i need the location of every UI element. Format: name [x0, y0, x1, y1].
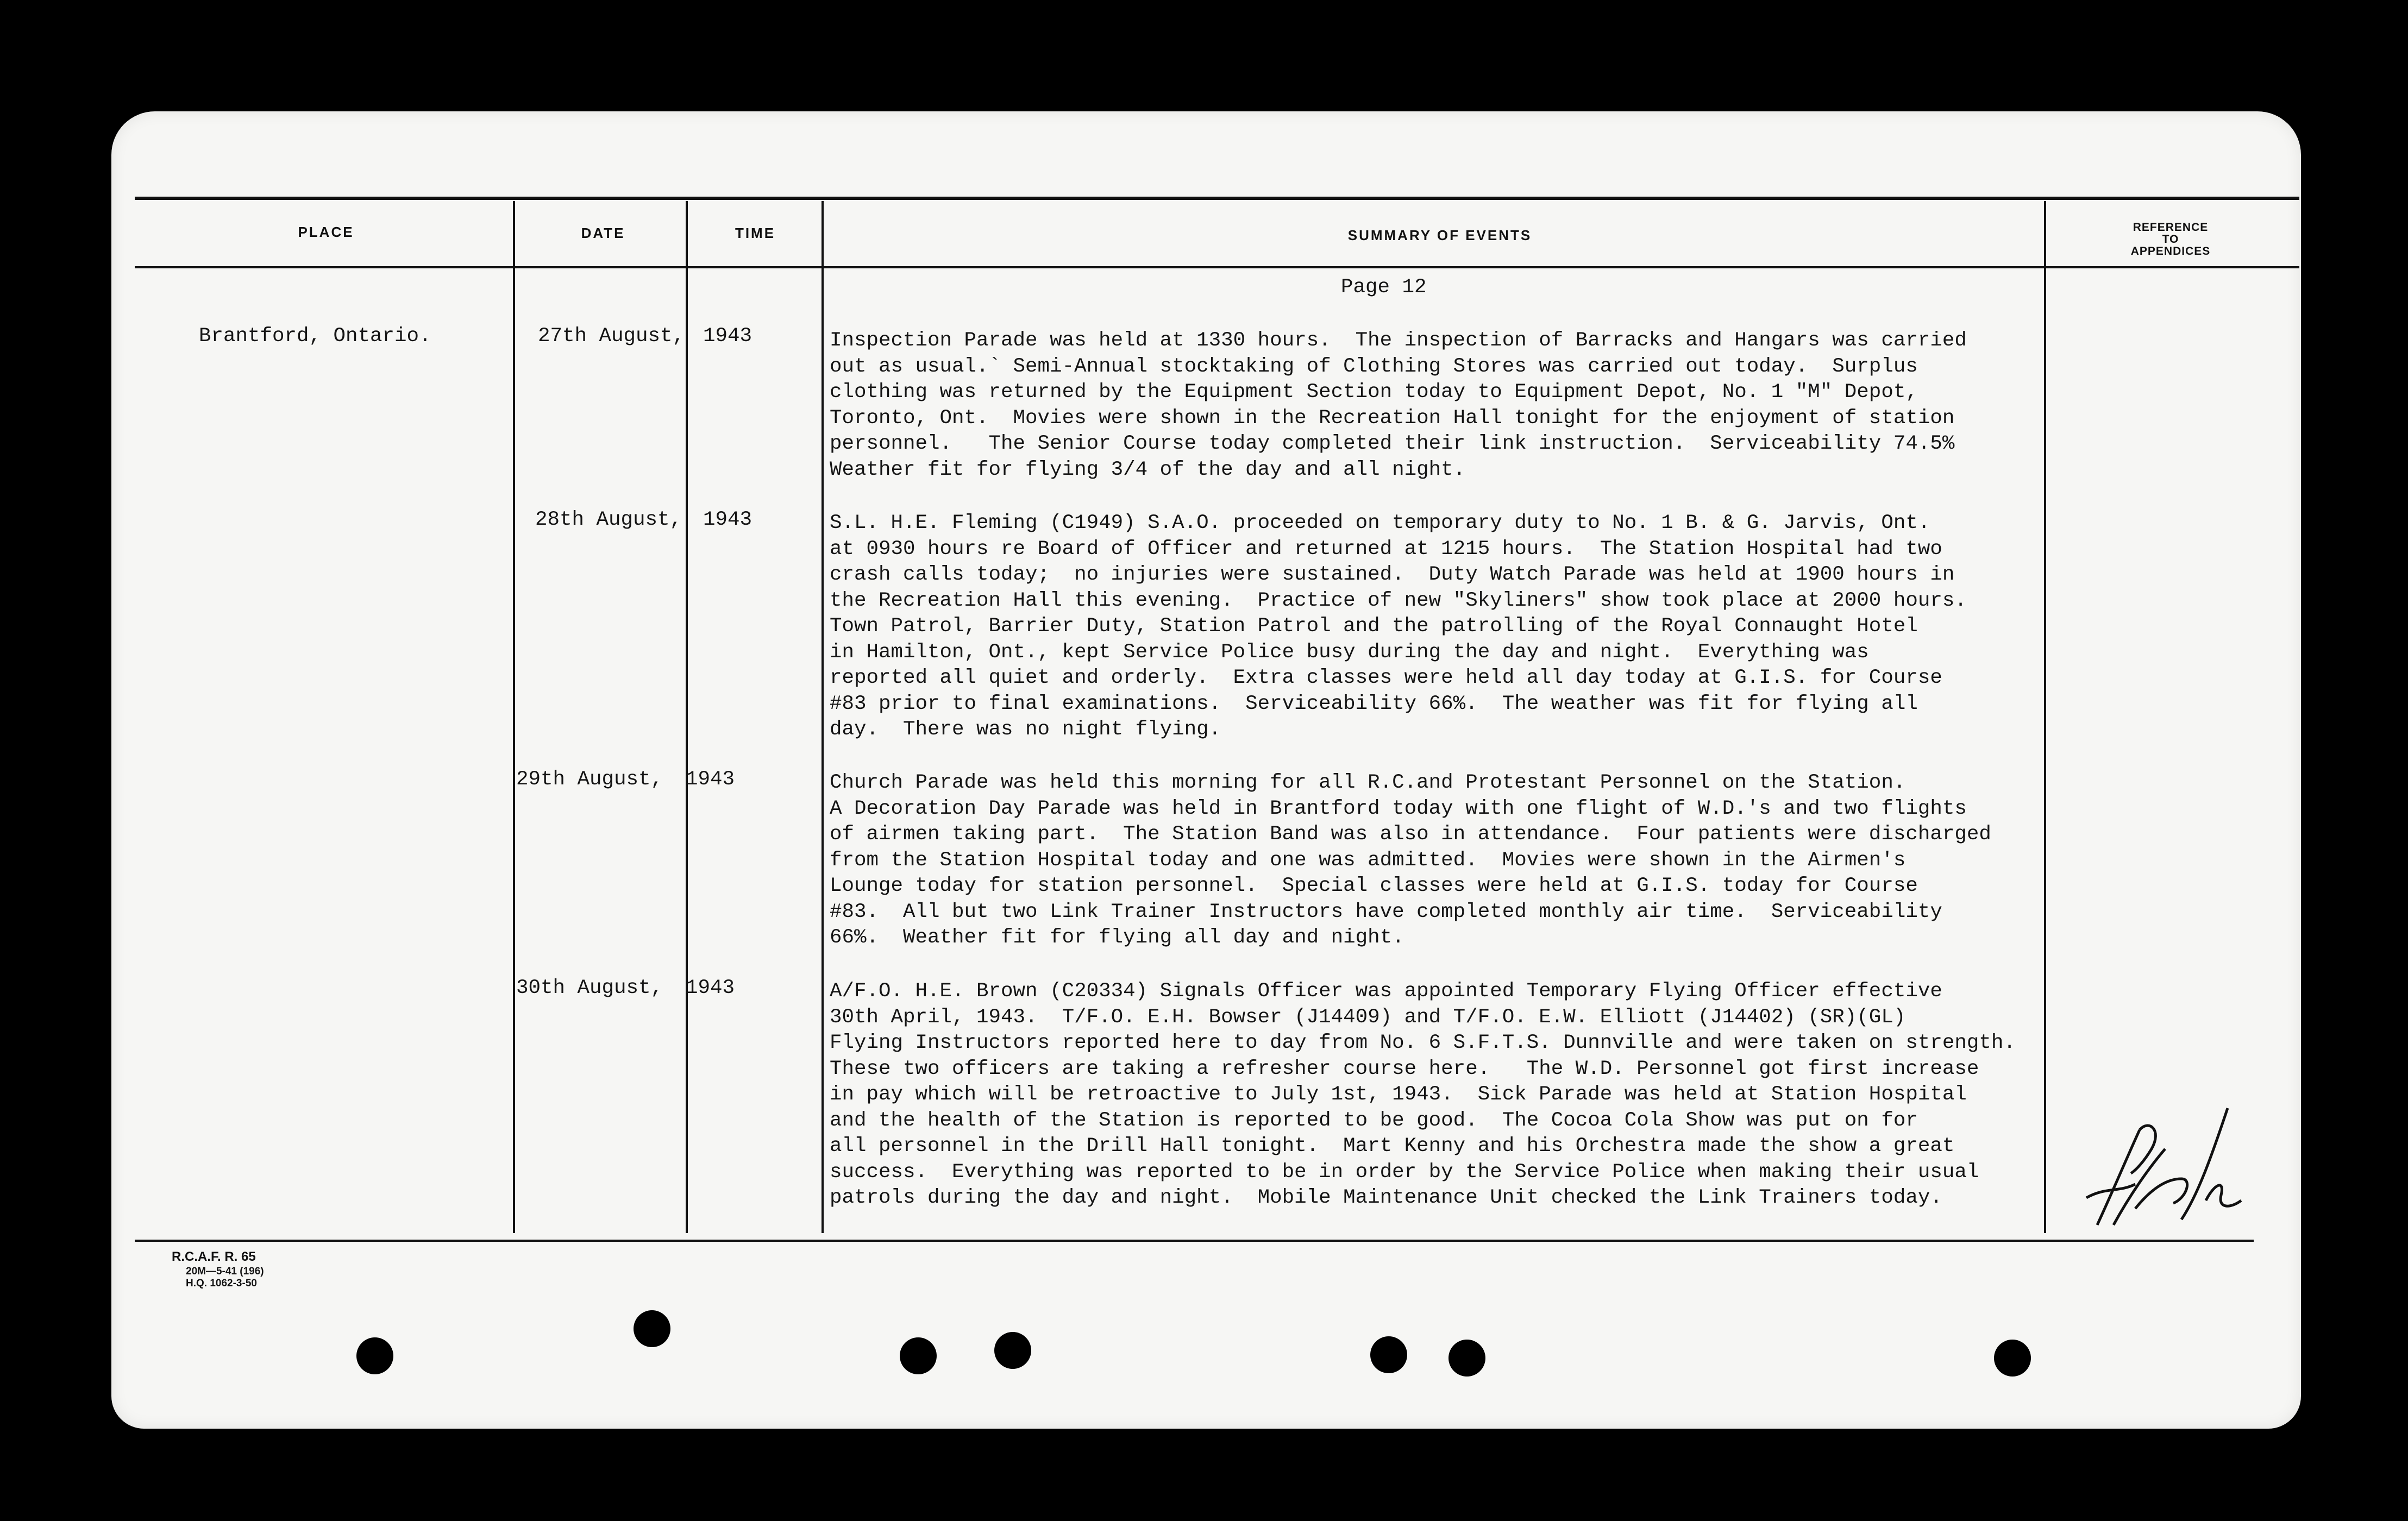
- entry-time: 1943: [686, 768, 735, 791]
- header-summary-of-events: SUMMARY OF EVENTS: [1347, 227, 1532, 243]
- entry-summary: [830, 979, 2016, 1211]
- summary-line: clothing was returned by the Equipment Section today to Equipment Depot, No. 1 "M" Depot,: [830, 381, 1918, 404]
- hq-reference: H.Q. 1062-3-50: [186, 1278, 257, 1289]
- binder-hole: [634, 1310, 670, 1347]
- header-place: PLACE: [298, 224, 354, 240]
- binder-hole: [1448, 1340, 1485, 1377]
- summary-line: Inspection Parade was held at 1330 hours. The inspection of Barracks and Hangars was carried: [830, 329, 1967, 352]
- entry-summary: [830, 770, 1991, 951]
- binder-hole: [356, 1337, 393, 1374]
- summary-line: Lounge today for station personnel. Special classes were held at G.I.S. today for Course: [830, 875, 1918, 897]
- entry-date: 30th August,: [516, 977, 663, 1000]
- summary-line: #83 prior to final examinations. Serviceability 66%. The weather was fit for flying all: [830, 692, 1918, 715]
- binder-hole: [994, 1332, 1031, 1369]
- header-reference-line1: REFERENCE: [2133, 221, 2209, 234]
- summary-line: A/F.O. H.E. Brown (C20334) Signals Officer was appointed Temporary Flying Officer effective: [830, 980, 1942, 1003]
- header-reference-to-appendices: [2097, 222, 2244, 257]
- header-time: TIME: [735, 225, 776, 241]
- place-text: Brantford, Ontario.: [199, 325, 431, 348]
- header-reference-line2: TO: [2162, 233, 2179, 246]
- entry-summary: [830, 328, 1967, 483]
- summary-reference-divider: [2044, 201, 2046, 1233]
- summary-line: Flying Instructors reported here to day from No. 6 S.F.T.S. Dunnville and were taken on strength.: [830, 1032, 2016, 1054]
- summary-line: 30th April, 1943. T/F.O. E.H. Bowser (J14409) and T/F.O. E.W. Elliott (J14402) (SR)(GL): [830, 1005, 1906, 1029]
- entry-time: 1943: [703, 325, 752, 348]
- form-code: R.C.A.F. R. 65: [172, 1249, 256, 1264]
- binder-hole: [900, 1337, 937, 1374]
- binder-hole: [1370, 1336, 1407, 1373]
- entry-time: 1943: [686, 977, 735, 1000]
- summary-line: all personnel in the Drill Hall tonight. Mart Kenny and his Orchestra made the show a great: [830, 1135, 1955, 1158]
- top-rule: [135, 197, 2299, 200]
- summary-line: These two officers are taking a refresher course here. The W.D. Personnel got first increase: [830, 1057, 1979, 1080]
- handwritten-initials: [2075, 1097, 2244, 1233]
- header-reference-line3: APPENDICES: [2130, 245, 2211, 257]
- summary-line: A Decoration Day Parade was held in Brantford today with one flight of W.D.'s and two flights: [830, 797, 1967, 820]
- summary-line: Toronto, Ont. Movies were shown in the Recreation Hall tonight for the enjoyment of station: [830, 406, 1955, 430]
- summary-line: in Hamilton, Ont., kept Service Police busy during the day and night. Everything was: [830, 640, 1869, 664]
- summary-line: personnel. The Senior Course today completed their link instruction. Serviceability 74.5%: [830, 432, 1955, 455]
- time-summary-divider: [822, 201, 824, 1233]
- summary-line: day. There was no night flying.: [830, 718, 1221, 741]
- summary-line: of airmen taking part. The Station Band was also in attendance. Four patients were discharged: [830, 823, 1991, 846]
- summary-line: Church Parade was held this morning for all R.C.and Protestant Personnel on the Station.: [830, 771, 1906, 794]
- summary-line: in pay which will be retroactive to July 1st, 1943. Sick Parade was held at Station Hospital: [830, 1083, 1967, 1106]
- print-run: 20M—5-41 (196): [186, 1266, 264, 1277]
- summary-line: from the Station Hospital today and one was admitted. Movies were shown in the Airmen's: [830, 849, 1906, 872]
- binder-hole: [1994, 1340, 2031, 1377]
- summary-line: at 0930 hours re Board of Officer and returned at 1215 hours. The Station Hospital had two: [830, 537, 1942, 561]
- entry-summary: [830, 511, 1967, 743]
- summary-line: S.L. H.E. Fleming (C1949) S.A.O. proceeded on temporary duty to No. 1 B. & G. Jarvis, Ont.: [830, 512, 1930, 535]
- form-number: [172, 1249, 264, 1290]
- entry-date: 29th August,: [516, 768, 663, 791]
- summary-line: crash calls today; no injuries were sustained. Duty Watch Parade was held at 1900 hours in: [830, 563, 1955, 586]
- summary-line: the Recreation Hall this evening. Practice of new "Skyliners" show took place at 2000 hours.: [830, 589, 1967, 612]
- summary-line: Town Patrol, Barrier Duty, Station Patrol and the patrolling of the Royal Connaught Hotel: [830, 615, 1918, 638]
- entry-date: 27th August,: [538, 325, 685, 348]
- summary-line: 66%. Weather fit for flying all day and night.: [830, 926, 1404, 949]
- summary-line: reported all quiet and orderly. Extra classes were held all day today at G.I.S. for Course: [830, 667, 1942, 689]
- summary-line: Weather fit for flying 3/4 of the day and all night.: [830, 458, 1466, 481]
- page-number: Page 12: [1341, 276, 1427, 299]
- header-date: DATE: [581, 225, 625, 241]
- entry-time: 1943: [703, 508, 752, 531]
- summary-line: patrols during the day and night. Mobile Maintenance Unit checked the Link Trainers today.: [830, 1186, 1942, 1209]
- summary-line: success. Everything was reported to be in order by the Service Police when making their usual: [830, 1160, 1979, 1184]
- summary-line: and the health of the Station is reported to be good. The Cocoa Cola Show was put on for: [830, 1109, 1918, 1132]
- bottom-rule: [135, 1240, 2254, 1242]
- header-bottom-rule: [135, 266, 2299, 268]
- date-time-divider: [686, 201, 688, 1233]
- entry-date: 28th August,: [535, 508, 682, 531]
- place-date-divider: [513, 201, 515, 1233]
- summary-line: #83. All but two Link Trainer Instructors have completed monthly air time. Serviceability: [830, 900, 1942, 923]
- summary-line: out as usual.` Semi-Annual stocktaking of Clothing Stores was carried out today. Surplus: [830, 355, 1918, 378]
